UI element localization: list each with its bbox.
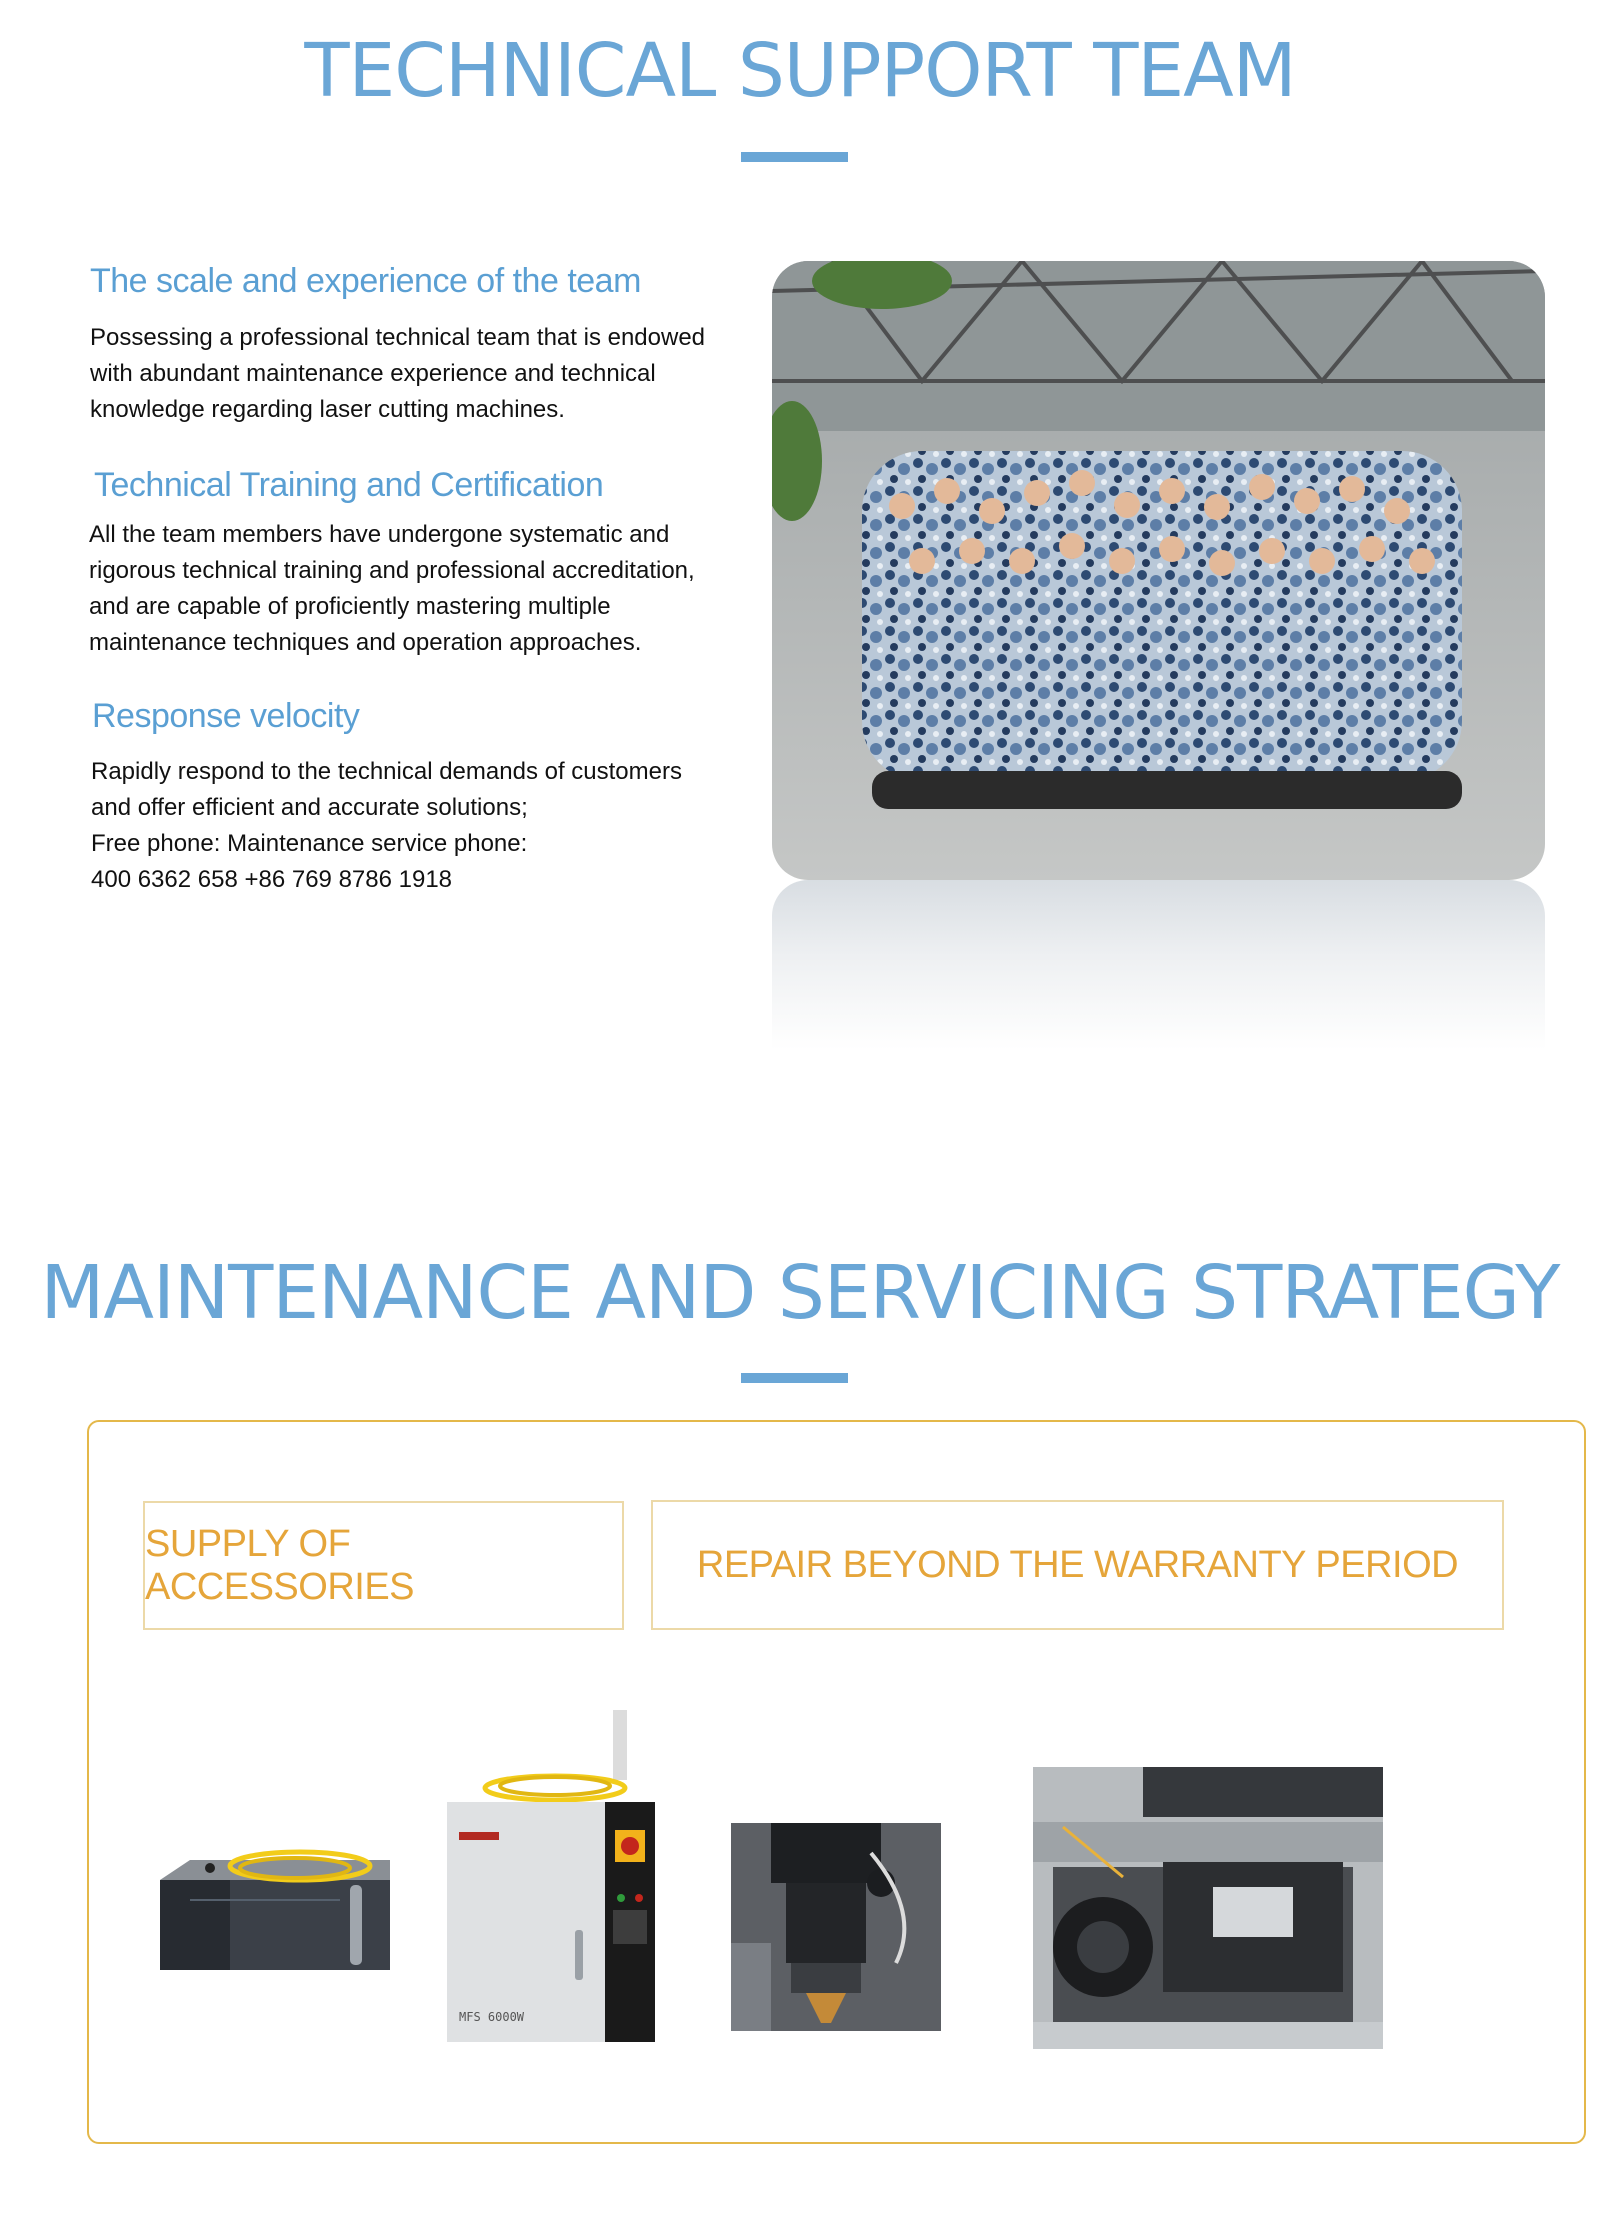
model-label: MFS 6000W — [459, 2010, 525, 2024]
section-title-team: TECHNICAL SUPPORT TEAM — [304, 28, 1296, 114]
cutting-head-image — [731, 1823, 941, 2031]
pill-supply-accessories: SUPPLY OF ACCESSORIES — [143, 1501, 624, 1630]
title-underline — [741, 1373, 848, 1383]
text-line: Free phone: Maintenance service phone: — [91, 830, 528, 857]
gear-reducer-image — [1033, 1767, 1383, 2049]
text-line: and are capable of proficiently mastering multiple — [89, 593, 611, 620]
subheading-response: Response velocity — [92, 697, 360, 735]
text-line: knowledge regarding laser cutting machines. — [90, 396, 565, 423]
team-photo-reflection — [772, 880, 1545, 1050]
text-line: All the team members have undergone systematic and — [89, 521, 670, 548]
team-photo — [772, 261, 1545, 880]
paragraph-response — [91, 754, 682, 898]
pill-repair-warranty: REPAIR BEYOND THE WARRANTY PERIOD — [651, 1500, 1504, 1630]
subheading-team-scale: The scale and experience of the team — [90, 262, 641, 300]
text-line: and offer efficient and accurate solutions; — [91, 794, 528, 821]
laser-source-cabinet-image — [445, 1710, 660, 2050]
text-line: maintenance techniques and operation approaches. — [89, 629, 642, 656]
text-line: rigorous technical training and professional accreditation, — [89, 557, 695, 584]
phone-numbers: 400 6362 658 +86 769 8786 1918 — [91, 866, 453, 893]
section-title-strategy: MAINTENANCE AND SERVICING STRATEGY — [40, 1250, 1560, 1336]
text-line: Possessing a professional technical team that is endowed — [90, 324, 706, 351]
text-line: with abundant maintenance experience and technical — [90, 360, 656, 387]
laser-generator-image — [150, 1840, 395, 1985]
paragraph-team-scale — [90, 320, 705, 428]
paragraph-training — [89, 517, 695, 661]
text-line: Rapidly respond to the technical demands of customers — [91, 758, 682, 785]
subheading-training: Technical Training and Certification — [94, 466, 604, 504]
title-underline — [741, 152, 848, 162]
